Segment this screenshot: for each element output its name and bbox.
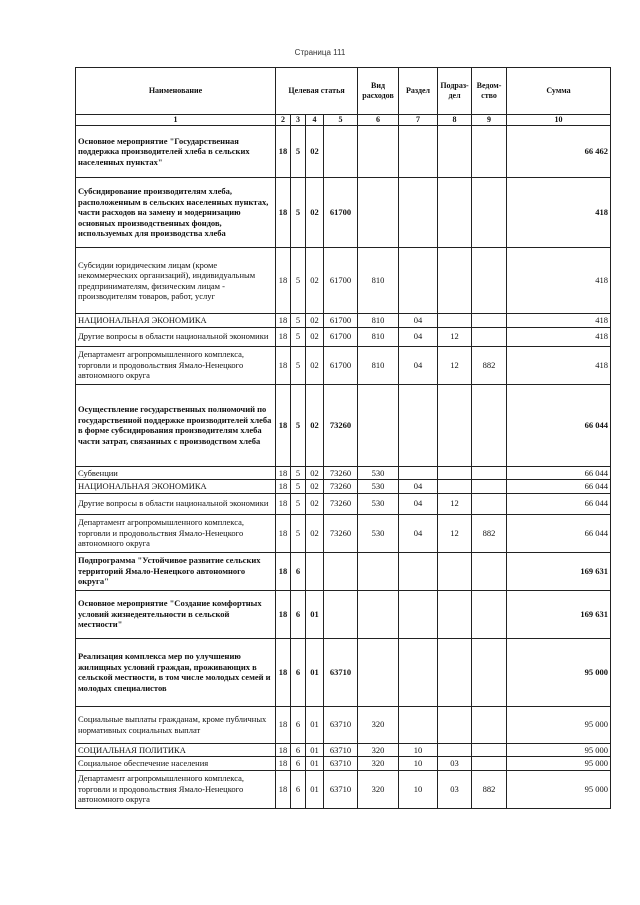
cell-subsection [438,590,472,638]
cell-code-activity: 01 [306,590,324,638]
cell-section: 10 [399,770,438,808]
cell-code-direction: 63710 [324,638,358,706]
cell-expense-type [358,126,399,178]
cell-code-subprogram: 6 [291,638,306,706]
cell-code-activity: 02 [306,178,324,248]
cell-subsection [438,314,472,328]
cell-code-activity [306,552,324,590]
row-name: Субсидирование производителям хлеба, расположенным в сельских населенных пунктах, части расходов на замену и модернизацию основных производственных фондов, используемых для производства хлеба [76,178,276,248]
cell-code-activity: 02 [306,466,324,480]
table-row [76,480,611,494]
cell-expense-type [358,178,399,248]
table-row [76,384,611,466]
cell-code-direction: 61700 [324,248,358,314]
cell-section: 04 [399,314,438,328]
cell-code-activity: 02 [306,314,324,328]
cell-code-subprogram: 5 [291,314,306,328]
cell-code-subprogram: 5 [291,248,306,314]
table-row [76,706,611,743]
cell-section [399,706,438,743]
cell-code-activity: 02 [306,248,324,314]
cell-department [472,314,507,328]
cell-sum: 418 [507,327,611,346]
cell-subsection [438,480,472,494]
cell-sum: 66 044 [507,514,611,552]
cell-department: 882 [472,346,507,384]
cell-code-program: 18 [276,770,291,808]
cell-code-activity: 02 [306,493,324,514]
cell-code-subprogram: 5 [291,126,306,178]
cell-code-direction: 73260 [324,493,358,514]
table-row [76,466,611,480]
cell-department [472,757,507,771]
cell-expense-type: 320 [358,770,399,808]
cell-code-program: 18 [276,706,291,743]
cell-section: 04 [399,514,438,552]
cell-subsection [438,552,472,590]
cell-section [399,638,438,706]
cell-department: 882 [472,514,507,552]
cell-section [399,552,438,590]
col-number: 2 [276,115,291,126]
cell-expense-type: 320 [358,743,399,757]
cell-subsection [438,638,472,706]
cell-code-subprogram: 6 [291,743,306,757]
cell-code-direction [324,552,358,590]
cell-expense-type: 530 [358,466,399,480]
cell-expense-type: 530 [358,514,399,552]
cell-code-program: 18 [276,590,291,638]
table-row [76,314,611,328]
cell-section: 10 [399,757,438,771]
cell-subsection [438,178,472,248]
cell-code-direction: 73260 [324,480,358,494]
cell-department [472,590,507,638]
col-number: 10 [507,115,611,126]
cell-code-direction: 61700 [324,178,358,248]
table-body [76,126,611,809]
table-row [76,757,611,771]
cell-subsection: 12 [438,514,472,552]
cell-subsection [438,466,472,480]
cell-code-activity: 02 [306,327,324,346]
cell-code-activity: 01 [306,757,324,771]
cell-subsection: 12 [438,346,472,384]
column-number-row [76,115,611,126]
cell-sum: 95 000 [507,757,611,771]
header-name: Наименование [76,68,276,115]
cell-code-activity: 01 [306,770,324,808]
cell-code-subprogram: 5 [291,493,306,514]
cell-code-direction: 63710 [324,743,358,757]
cell-department [472,706,507,743]
header-department: Ведом-ство [472,68,507,115]
cell-code-subprogram: 5 [291,514,306,552]
cell-code-subprogram: 6 [291,590,306,638]
cell-subsection [438,706,472,743]
cell-code-subprogram: 6 [291,706,306,743]
cell-code-activity: 02 [306,480,324,494]
cell-code-activity: 02 [306,514,324,552]
cell-subsection: 03 [438,757,472,771]
table-row [76,126,611,178]
budget-table [75,67,611,809]
cell-code-activity: 01 [306,638,324,706]
cell-code-program: 18 [276,757,291,771]
col-number: 3 [291,115,306,126]
cell-department [472,466,507,480]
cell-expense-type: 320 [358,706,399,743]
cell-subsection [438,248,472,314]
cell-sum: 95 000 [507,706,611,743]
table-row [76,743,611,757]
cell-expense-type: 530 [358,480,399,494]
table-row [76,248,611,314]
row-name: Департамент агропромышленного комплекса, торговли и продовольствия Ямало-Ненецкого автономного округа [76,770,276,808]
cell-expense-type [358,590,399,638]
cell-department [472,178,507,248]
cell-code-program: 18 [276,384,291,466]
row-name: НАЦИОНАЛЬНАЯ ЭКОНОМИКА [76,480,276,494]
cell-department [472,480,507,494]
cell-code-activity: 01 [306,743,324,757]
cell-code-program: 18 [276,126,291,178]
table-row [76,178,611,248]
cell-code-subprogram: 6 [291,770,306,808]
cell-code-direction: 73260 [324,384,358,466]
header-section: Раздел [399,68,438,115]
cell-department [472,126,507,178]
cell-code-activity: 02 [306,384,324,466]
cell-department: 882 [472,770,507,808]
cell-code-program: 18 [276,638,291,706]
cell-sum: 418 [507,346,611,384]
cell-expense-type: 810 [358,346,399,384]
cell-sum: 66 044 [507,480,611,494]
cell-sum: 95 000 [507,770,611,808]
cell-code-activity: 01 [306,706,324,743]
cell-code-subprogram: 5 [291,327,306,346]
row-name: Реализация комплекса мер по улучшению жилищных условий граждан, проживающих в сельской местности, в том числе молодых семей и молодых специалистов [76,638,276,706]
col-number: 8 [438,115,472,126]
cell-subsection: 12 [438,493,472,514]
cell-expense-type: 810 [358,248,399,314]
row-name: Основное мероприятие "Создание комфортных условий жизнедеятельности в сельской местности" [76,590,276,638]
table-row [76,327,611,346]
cell-department [472,743,507,757]
cell-sum: 66 462 [507,126,611,178]
cell-department [472,552,507,590]
cell-code-program: 18 [276,314,291,328]
cell-expense-type [358,638,399,706]
row-name: Осуществление государственных полномочий по государственной поддержке производителей хлеба в форме субсидирования производителям хлеба части затрат, связанных с производством хлеба [76,384,276,466]
cell-department [472,638,507,706]
row-name: Другие вопросы в области национальной экономики [76,327,276,346]
header-row [76,68,611,115]
cell-code-subprogram: 5 [291,178,306,248]
col-number: 9 [472,115,507,126]
cell-subsection: 12 [438,327,472,346]
cell-section: 10 [399,743,438,757]
row-name: Социальное обеспечение населения [76,757,276,771]
cell-section [399,466,438,480]
cell-code-program: 18 [276,178,291,248]
cell-code-program: 18 [276,493,291,514]
header-target: Целевая статья [276,68,358,115]
cell-sum: 418 [507,314,611,328]
cell-expense-type: 530 [358,493,399,514]
cell-code-direction: 73260 [324,466,358,480]
col-number: 1 [76,115,276,126]
cell-department [472,384,507,466]
cell-code-direction: 63710 [324,706,358,743]
cell-code-direction: 61700 [324,314,358,328]
row-name: Другие вопросы в области национальной экономики [76,493,276,514]
cell-subsection: 03 [438,770,472,808]
cell-code-subprogram: 5 [291,346,306,384]
cell-code-program: 18 [276,248,291,314]
row-name: Субсидии юридическим лицам (кроме некоммерческих организаций), индивидуальным предпринимателям, физическим лицам - производителям товаров, работ, услуг [76,248,276,314]
cell-sum: 169 631 [507,552,611,590]
row-name: Социальные выплаты гражданам, кроме публичных нормативных социальных выплат [76,706,276,743]
cell-code-direction: 73260 [324,514,358,552]
cell-section: 04 [399,480,438,494]
page-label: Страница 111 [294,48,346,57]
cell-code-direction: 61700 [324,327,358,346]
cell-code-subprogram: 5 [291,466,306,480]
cell-sum: 169 631 [507,590,611,638]
cell-expense-type [358,552,399,590]
cell-code-program: 18 [276,514,291,552]
table-row [76,590,611,638]
cell-expense-type: 320 [358,757,399,771]
row-name: СОЦИАЛЬНАЯ ПОЛИТИКА [76,743,276,757]
row-name: НАЦИОНАЛЬНАЯ ЭКОНОМИКА [76,314,276,328]
cell-expense-type [358,384,399,466]
col-number: 5 [324,115,358,126]
cell-sum: 95 000 [507,638,611,706]
cell-subsection [438,743,472,757]
cell-sum: 418 [507,178,611,248]
cell-department [472,493,507,514]
cell-code-subprogram: 5 [291,480,306,494]
cell-section [399,384,438,466]
cell-code-subprogram: 6 [291,552,306,590]
cell-code-program: 18 [276,466,291,480]
cell-sum: 95 000 [507,743,611,757]
cell-code-program: 18 [276,480,291,494]
cell-section [399,248,438,314]
row-name: Субвенции [76,466,276,480]
cell-sum: 66 044 [507,466,611,480]
cell-expense-type: 810 [358,314,399,328]
cell-code-subprogram: 6 [291,757,306,771]
cell-code-program: 18 [276,327,291,346]
cell-code-direction: 61700 [324,346,358,384]
cell-expense-type: 810 [358,327,399,346]
cell-department [472,248,507,314]
table-row [76,346,611,384]
row-name: Департамент агропромышленного комплекса, торговли и продовольствия Ямало-Ненецкого автономного округа [76,346,276,384]
row-name: Основное мероприятие "Государственная поддержка производителей хлеба в сельских населенных пунктах" [76,126,276,178]
cell-section [399,590,438,638]
col-number: 6 [358,115,399,126]
table-row [76,770,611,808]
cell-section [399,126,438,178]
cell-section: 04 [399,327,438,346]
cell-sum: 66 044 [507,493,611,514]
cell-department [472,327,507,346]
cell-code-activity: 02 [306,346,324,384]
table-row [76,514,611,552]
cell-code-direction: 63710 [324,757,358,771]
cell-code-direction [324,590,358,638]
cell-code-program: 18 [276,743,291,757]
cell-sum: 66 044 [507,384,611,466]
cell-code-program: 18 [276,552,291,590]
row-name: Подпрограмма "Устойчивое развитие сельских территорий Ямало-Ненецкого автономного округа" [76,552,276,590]
col-number: 4 [306,115,324,126]
table-row [76,552,611,590]
cell-code-direction [324,126,358,178]
cell-code-activity: 02 [306,126,324,178]
cell-section: 04 [399,493,438,514]
cell-section [399,178,438,248]
header-expense-type: Вид расходов [358,68,399,115]
header-sum: Сумма [507,68,611,115]
cell-section: 04 [399,346,438,384]
cell-code-program: 18 [276,346,291,384]
cell-code-subprogram: 5 [291,384,306,466]
table-row [76,638,611,706]
table-row [76,493,611,514]
cell-subsection [438,384,472,466]
cell-subsection [438,126,472,178]
cell-sum: 418 [507,248,611,314]
cell-code-direction: 63710 [324,770,358,808]
row-name: Департамент агропромышленного комплекса, торговли и продовольствия Ямало-Ненецкого автономного округа [76,514,276,552]
header-subsection: Подраз-дел [438,68,472,115]
col-number: 7 [399,115,438,126]
